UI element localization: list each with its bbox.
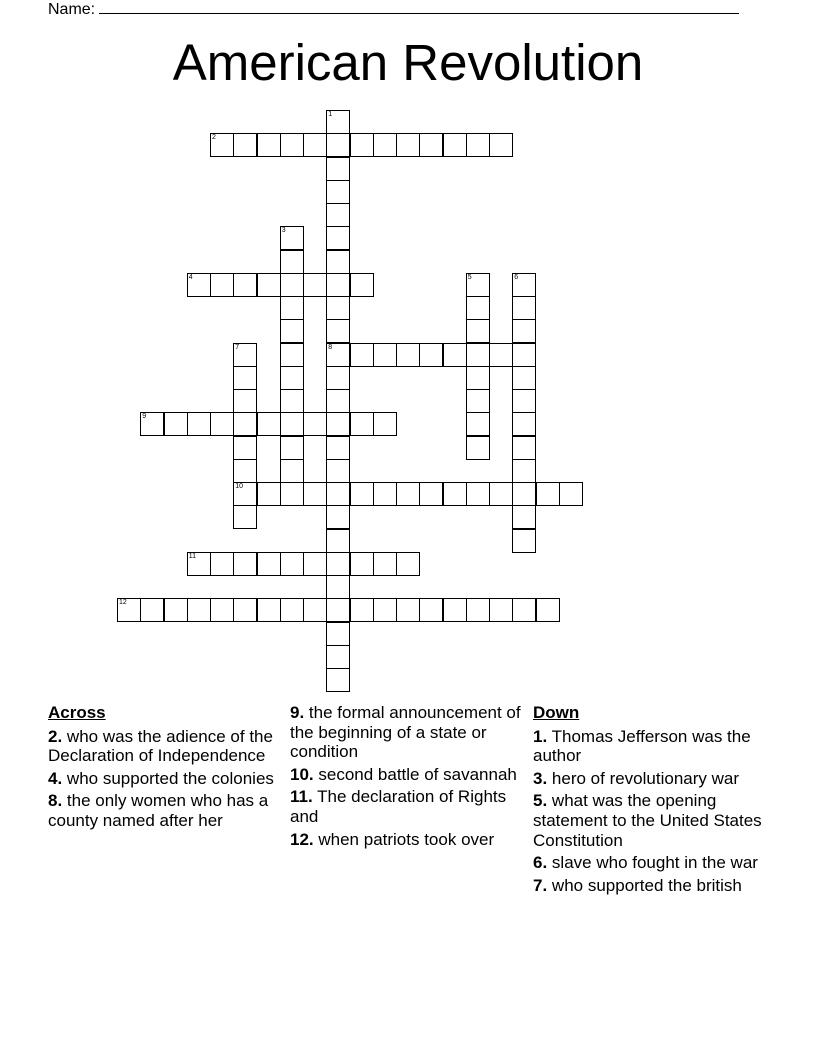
grid-cell[interactable] bbox=[373, 552, 397, 576]
grid-cell[interactable] bbox=[326, 668, 350, 692]
clue-text: hero of revolutionary war bbox=[551, 768, 740, 788]
grid-cell[interactable] bbox=[419, 343, 443, 367]
grid-cell[interactable] bbox=[326, 366, 350, 390]
clue-number-label: 4 bbox=[188, 273, 193, 281]
clue-number-label: 5 bbox=[467, 273, 472, 281]
clue-number: 6. bbox=[533, 853, 548, 873]
grid-cell[interactable] bbox=[233, 412, 257, 436]
grid-cell[interactable] bbox=[489, 598, 513, 622]
grid-cell[interactable] bbox=[350, 343, 374, 367]
grid-cell[interactable] bbox=[233, 389, 257, 413]
grid-cell[interactable] bbox=[512, 505, 536, 529]
clue-text: The declaration of Rights and bbox=[290, 787, 507, 826]
clue-number-label: 3 bbox=[281, 227, 286, 235]
grid-cell[interactable] bbox=[350, 412, 374, 436]
grid-cell[interactable] bbox=[280, 366, 304, 390]
grid-cell[interactable] bbox=[512, 296, 536, 320]
grid-cell[interactable] bbox=[280, 389, 304, 413]
down-clue-1 bbox=[533, 727, 773, 766]
clue-number: 12. bbox=[290, 829, 314, 849]
across-clue-11 bbox=[290, 787, 522, 826]
grid-cell[interactable] bbox=[303, 482, 327, 506]
grid-cell[interactable] bbox=[140, 598, 164, 622]
grid-cell[interactable] bbox=[280, 273, 304, 297]
grid-cell[interactable] bbox=[187, 412, 211, 436]
grid-cell[interactable] bbox=[326, 552, 350, 576]
grid-cell[interactable] bbox=[512, 598, 536, 622]
grid-cell[interactable] bbox=[443, 482, 467, 506]
clue-text: slave who fought in the war bbox=[551, 853, 758, 873]
grid-cell[interactable] bbox=[419, 133, 443, 157]
grid-cell[interactable] bbox=[233, 552, 257, 576]
grid-cell[interactable] bbox=[303, 273, 327, 297]
clue-number: 3. bbox=[533, 768, 548, 788]
grid-cell[interactable] bbox=[233, 366, 257, 390]
grid-cell[interactable] bbox=[187, 598, 211, 622]
clue-number: 5. bbox=[533, 791, 548, 811]
grid-cell[interactable] bbox=[489, 133, 513, 157]
grid-cell[interactable] bbox=[512, 366, 536, 390]
grid-cell[interactable] bbox=[210, 412, 234, 436]
grid-cell[interactable] bbox=[466, 482, 490, 506]
across-clue-8 bbox=[48, 791, 280, 830]
clue-text: what was the opening statement to the United States Constitution bbox=[533, 791, 762, 850]
grid-cell[interactable] bbox=[257, 133, 281, 157]
grid-cell[interactable] bbox=[466, 389, 490, 413]
grid-cell[interactable] bbox=[396, 552, 420, 576]
across-clue-12 bbox=[290, 830, 522, 850]
grid-cell[interactable] bbox=[280, 482, 304, 506]
grid-cell[interactable] bbox=[350, 133, 374, 157]
grid-cell[interactable] bbox=[443, 598, 467, 622]
clues-col-1 bbox=[48, 703, 280, 834]
clue-number-label: 12 bbox=[119, 599, 127, 607]
grid-cell[interactable] bbox=[396, 598, 420, 622]
grid-cell[interactable] bbox=[489, 343, 513, 367]
clue-number-label: 8 bbox=[328, 343, 333, 351]
grid-cell[interactable] bbox=[280, 436, 304, 460]
grid-cell[interactable] bbox=[373, 343, 397, 367]
clues-col-3 bbox=[533, 703, 773, 898]
clue-number-label: 11 bbox=[188, 552, 197, 560]
grid-cell[interactable] bbox=[164, 412, 188, 436]
grid-cell[interactable] bbox=[233, 598, 257, 622]
grid-cell[interactable] bbox=[303, 598, 327, 622]
grid-cell[interactable] bbox=[303, 133, 327, 157]
clue-text: when patriots took over bbox=[318, 829, 495, 849]
grid-cell[interactable] bbox=[326, 482, 350, 506]
grid-cell[interactable] bbox=[326, 273, 350, 297]
grid-cell[interactable] bbox=[326, 389, 350, 413]
grid-cell[interactable] bbox=[210, 552, 234, 576]
grid-cell[interactable] bbox=[536, 598, 560, 622]
grid-cell[interactable] bbox=[326, 133, 350, 157]
clue-number-label: 10 bbox=[235, 483, 244, 490]
down-clue-5 bbox=[533, 791, 773, 850]
clue-number-label: 2 bbox=[212, 134, 216, 142]
grid-cell[interactable] bbox=[257, 412, 281, 436]
grid-cell[interactable] bbox=[164, 598, 188, 622]
grid-cell[interactable] bbox=[326, 226, 350, 250]
grid-cell[interactable] bbox=[466, 412, 490, 436]
clue-number: 4. bbox=[48, 768, 63, 788]
grid-cell[interactable] bbox=[326, 459, 350, 483]
grid-cell[interactable] bbox=[257, 482, 281, 506]
grid-cell[interactable] bbox=[280, 412, 304, 436]
grid-cell[interactable] bbox=[326, 203, 350, 227]
grid-cell[interactable] bbox=[396, 133, 420, 157]
grid-cell[interactable] bbox=[466, 319, 490, 343]
grid-cell[interactable] bbox=[326, 296, 350, 320]
clue-number: 1. bbox=[533, 726, 548, 746]
clue-number: 7. bbox=[533, 875, 548, 895]
grid-cell[interactable] bbox=[466, 296, 490, 320]
grid-cell[interactable] bbox=[326, 180, 350, 204]
grid-cell[interactable] bbox=[512, 529, 536, 553]
grid-cell[interactable] bbox=[326, 622, 350, 646]
grid-cell[interactable] bbox=[326, 436, 350, 460]
clue-text: the only women who has a county named after her bbox=[48, 791, 269, 830]
grid-cell[interactable] bbox=[466, 133, 490, 157]
grid-cell[interactable] bbox=[419, 598, 443, 622]
grid-cell[interactable] bbox=[326, 575, 350, 599]
down-clue-7 bbox=[533, 876, 773, 896]
down-clue-6 bbox=[533, 853, 773, 873]
grid-cell[interactable] bbox=[350, 598, 374, 622]
clue-text: who was the adience of the Declaration of Independence bbox=[48, 726, 273, 766]
grid-cell[interactable] bbox=[466, 366, 490, 390]
clue-text: who supported the british bbox=[551, 875, 742, 895]
grid-cell[interactable] bbox=[350, 552, 374, 576]
grid-cell[interactable] bbox=[326, 250, 350, 274]
grid-cell[interactable] bbox=[280, 250, 304, 274]
clue-number: 11. bbox=[290, 787, 313, 807]
grid-cell[interactable] bbox=[257, 552, 281, 576]
grid-cell[interactable] bbox=[512, 482, 536, 506]
clue-number: 2. bbox=[48, 726, 63, 746]
grid-cell[interactable] bbox=[326, 529, 350, 553]
clue-number-label: 9 bbox=[142, 413, 147, 421]
grid-cell[interactable] bbox=[280, 343, 304, 367]
grid-cell[interactable] bbox=[326, 157, 350, 181]
grid-cell[interactable] bbox=[512, 412, 536, 436]
grid-cell[interactable] bbox=[257, 598, 281, 622]
clue-text: the formal announcement of the beginning of a state or condition bbox=[290, 703, 521, 762]
grid-cell[interactable] bbox=[466, 598, 490, 622]
clue-number-label: 1 bbox=[328, 111, 333, 118]
across-heading: Across bbox=[48, 703, 106, 722]
grid-cell[interactable] bbox=[536, 482, 560, 506]
name-label: Name: bbox=[48, 1, 96, 18]
grid-cell[interactable] bbox=[489, 482, 513, 506]
grid-cell[interactable] bbox=[280, 598, 304, 622]
grid-cell[interactable] bbox=[326, 505, 350, 529]
grid-cell[interactable] bbox=[350, 273, 374, 297]
grid-cell[interactable] bbox=[396, 482, 420, 506]
grid-cell[interactable] bbox=[280, 552, 304, 576]
grid-cell[interactable] bbox=[419, 482, 443, 506]
grid-cell[interactable] bbox=[512, 459, 536, 483]
grid-cell[interactable] bbox=[466, 343, 490, 367]
grid-cell[interactable] bbox=[350, 482, 374, 506]
grid-cell[interactable] bbox=[303, 412, 327, 436]
grid-cell[interactable] bbox=[210, 598, 234, 622]
clues-col-2 bbox=[290, 703, 522, 852]
across-clue-9 bbox=[290, 703, 522, 762]
grid-cell[interactable] bbox=[512, 343, 536, 367]
down-heading: Down bbox=[533, 703, 580, 722]
clue-text: who supported the colonies bbox=[66, 768, 274, 788]
across-clue-10 bbox=[290, 765, 522, 785]
grid-cell[interactable] bbox=[512, 319, 536, 343]
grid-cell[interactable] bbox=[280, 296, 304, 320]
clue-text: Thomas Jefferson was the author bbox=[533, 726, 751, 766]
grid-cell[interactable] bbox=[326, 598, 350, 622]
grid-cell[interactable] bbox=[257, 273, 281, 297]
clue-number-label: 6 bbox=[514, 273, 519, 281]
clue-number-label: 7 bbox=[235, 343, 240, 351]
grid-cell[interactable] bbox=[210, 273, 234, 297]
grid-cell[interactable] bbox=[512, 436, 536, 460]
grid-cell[interactable] bbox=[233, 133, 257, 157]
grid-cell[interactable] bbox=[326, 412, 350, 436]
grid-cell[interactable] bbox=[233, 273, 257, 297]
grid-cell[interactable] bbox=[373, 482, 397, 506]
page-title: American Revolution bbox=[172, 34, 644, 91]
grid-cell[interactable] bbox=[396, 343, 420, 367]
down-clue-3 bbox=[533, 769, 773, 789]
grid-cell[interactable] bbox=[373, 412, 397, 436]
grid-cell[interactable] bbox=[443, 133, 467, 157]
grid-cell[interactable] bbox=[373, 598, 397, 622]
clue-text: second battle of savannah bbox=[318, 764, 517, 784]
grid-cell[interactable] bbox=[512, 389, 536, 413]
across-clue-2 bbox=[48, 727, 280, 766]
grid-cell[interactable] bbox=[326, 645, 350, 669]
clue-number: 8. bbox=[48, 791, 63, 811]
clue-number: 9. bbox=[290, 703, 305, 722]
grid-cell[interactable] bbox=[233, 459, 257, 483]
grid-cell[interactable] bbox=[280, 133, 304, 157]
across-clue-4 bbox=[48, 769, 280, 789]
grid-cell[interactable] bbox=[303, 552, 327, 576]
grid-cell[interactable] bbox=[280, 459, 304, 483]
grid-cell[interactable] bbox=[233, 505, 257, 529]
grid-cell[interactable] bbox=[443, 343, 467, 367]
grid-cell[interactable] bbox=[280, 319, 304, 343]
grid-cell[interactable] bbox=[466, 436, 490, 460]
grid-cell[interactable] bbox=[373, 133, 397, 157]
grid-cell[interactable] bbox=[326, 319, 350, 343]
clue-number: 10. bbox=[290, 764, 314, 784]
grid-cell[interactable] bbox=[559, 482, 583, 506]
grid-cell[interactable] bbox=[233, 436, 257, 460]
